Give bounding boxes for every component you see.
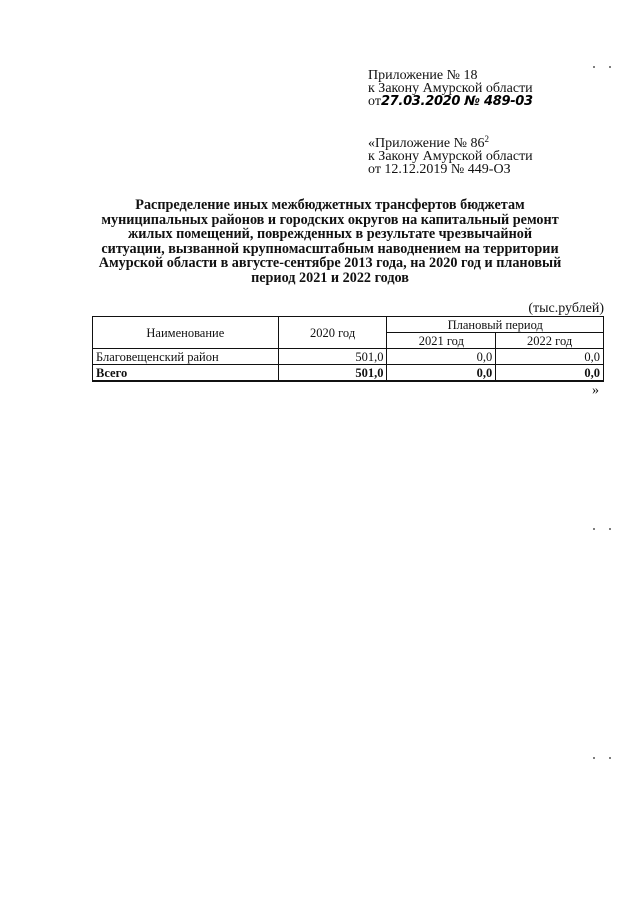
title-line: ситуации, вызванной крупномасштабным наводнением на территории [101,240,559,257]
scan-speck [593,757,595,759]
document-title [86,198,574,285]
header-2020: 2020 год [278,317,387,349]
total-2020: 501,0 [278,365,387,382]
header-2021: 2021 год [387,333,496,349]
previous-annex-number [368,133,533,150]
scan-speck [593,66,595,68]
title-line: муниципальных районов и городских округов на капитальный ремонт [101,211,559,228]
cell-2020: 501,0 [278,349,387,365]
closing-quote: » [592,383,599,398]
table-total-row [93,365,604,382]
title-line: Амурской области в августе-сентябре 2013 года, на 2020 год и плановый [98,255,562,271]
annex-date [368,95,533,108]
scan-speck [609,66,611,68]
title-line: Распределение иных межбюджетных трансфертов бюджетам [135,197,525,213]
annex-number: Приложение № 18 [368,68,478,83]
cell-name: Благовещенский район [93,349,279,365]
table-header-row [93,317,604,333]
previous-annex-number-main: «Приложение № 86 [368,136,485,151]
cell-2021: 0,0 [387,349,496,365]
transfers-table [92,316,604,382]
header-name: Наименование [93,317,279,349]
scan-speck [609,528,611,530]
cell-2022: 0,0 [496,349,604,365]
total-2022: 0,0 [496,365,604,382]
annex-date-handwritten: 27.03.2020 № 489-03 [380,94,533,109]
scan-speck [609,757,611,759]
previous-annex-date: от 12.12.2019 № 449-ОЗ [368,162,511,177]
header-planned-period: Плановый период [387,317,604,333]
previous-annex-law: к Закону Амурской области [368,149,533,164]
total-label: Всего [93,365,279,382]
annex-law: к Закону Амурской области [368,81,533,96]
units-label: (тыс.рублей) [528,301,604,316]
annex-date-prefix: от [368,94,381,109]
previous-annex-number-sup: 2 [484,134,489,144]
title-line: период 2021 и 2022 годов [251,269,409,286]
scan-speck [593,528,595,530]
table-row [93,349,604,365]
header-2022: 2022 год [496,333,604,349]
annex-reference [368,69,533,108]
title-line: жилых помещений, поврежденных в результате чрезвычайной [127,226,533,242]
total-2021: 0,0 [387,365,496,382]
previous-annex-reference [368,133,533,176]
